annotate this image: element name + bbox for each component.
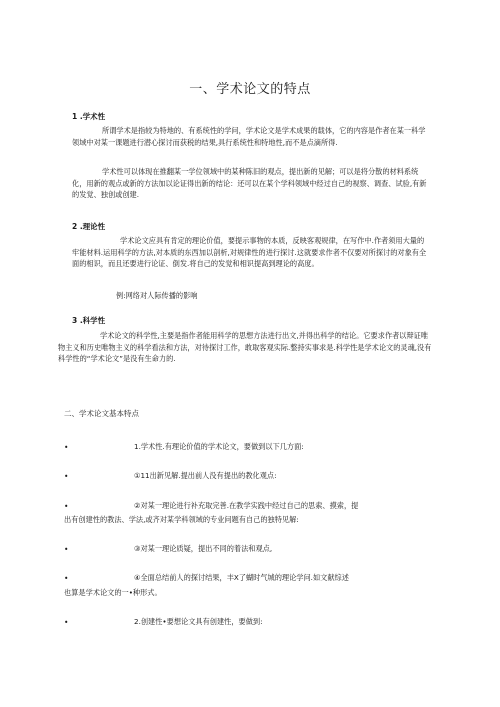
section-1-paragraph-1: 所谓学术是指较为特地的、有系统性的学问，学术论文是学术成果的载体，它的内容是作者在某一科学领域中对某一课题进行潜心探讨而获税的结果,具行系统性和特地性,而不是点滴所得. xyxy=(72,126,426,147)
section-1-heading: 1 .学术性 xyxy=(72,112,106,121)
bullet-marker: • xyxy=(64,618,69,627)
section-2-paragraph-1: 学术论文应具有肯定的理论价值，要提示事物的本质，反映客观规律，在写作中.作者须用大量的牢能材料.运用科学的方法,对本质的东西加以剖析,对规律性的进行探讨.这就要求作者不仅要对所探讨的对象有全面的相识，而且还要进行论证、倒发.将自己的发觉和相识提高到理论的高度。 xyxy=(72,236,427,269)
bullet-item-4: ③对某一理论质疑，提出不同的着法和观点, xyxy=(134,544,273,553)
bullet-item-3-line-2: 出有创建性的教法、学法,或齐对某学科领域的专业问题有自己的独特见解: xyxy=(64,515,299,524)
bullet-marker: • xyxy=(64,443,69,452)
bullet-item-3-line-1: ②对某一理论进行补充取完善.在教学实践中经过自己的思索、摸索，提 xyxy=(134,501,359,510)
section-3-paragraph-1: 学术论文的科学性,主要是指作者能用科学的思想方法进行出文,并得出科学的结论。它要求作者以辩证唯物主义和历史唯物主义的科学看法和方法，对待探讨工作，敢取客观实际.整持实事求是.科学性是学术论文的灵魂,没有科学性的“学术论文”是没有生命力的. xyxy=(58,331,432,364)
section-1-paragraph-2: 学术性可以体现在推翻某一学位领域中的某种陈旧的观点，提出新的见解；可以是将分散的材料系统化，用新的观点或新的方法加以论证得出新的结论：还可以在某个学科领域中经过自己的视察、调查、试验,有新的发觉、独创或创建. xyxy=(72,167,427,200)
bullet-marker: • xyxy=(64,502,69,511)
bullet-marker: • xyxy=(64,574,69,583)
bullet-marker: • xyxy=(64,545,69,554)
page-title: 一、学术论文的特点 xyxy=(189,82,311,97)
section-2-heading: 2 .理论性 xyxy=(72,222,106,231)
bullet-item-1: 1.学术性.有理论价值的学术论文，要做到以下几方面: xyxy=(134,442,304,451)
bullet-item-2: ①11出新见解.提出前人没有提出的教化观点: xyxy=(134,471,277,480)
bullet-marker: • xyxy=(64,472,69,481)
section-3-heading: 3 .科学性 xyxy=(72,316,106,325)
bullet-item-5-line-1: ④全面总结前人的探讨结果，丰X了蝴时气城的理论学问.如文献综述 xyxy=(134,573,349,582)
bullet-item-5-line-2: 也算是学术论文的一•种形式。 xyxy=(64,588,162,597)
section-two-heading: 二、学术论文基本特点 xyxy=(64,409,139,418)
section-2-example: 例:网络对人际传播的影响 xyxy=(116,291,198,300)
bullet-item-6: 2.创建性•要想论文具有创建性，要做到: xyxy=(134,617,263,626)
